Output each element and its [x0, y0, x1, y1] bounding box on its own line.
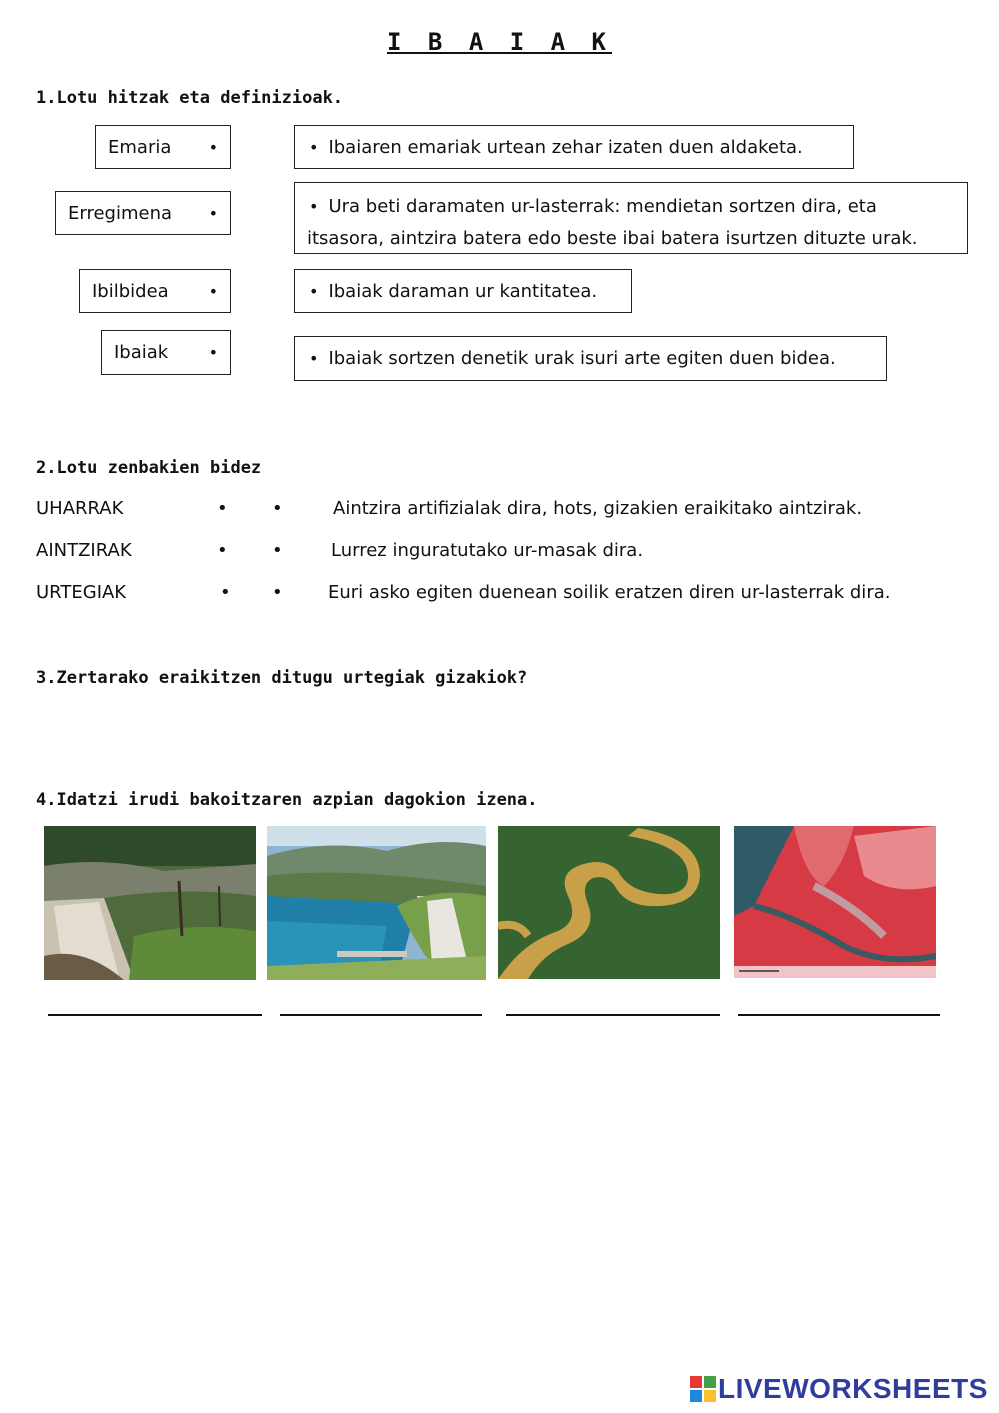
definition-text: Ura beti daramaten ur-lasterrak: mendietan sortzen dira, eta — [328, 196, 877, 217]
description-dot[interactable]: • — [272, 498, 283, 519]
term-dot[interactable]: • — [220, 582, 231, 603]
liveworksheets-logo — [690, 1373, 988, 1405]
word-label: Erregimena — [68, 202, 173, 224]
match-dot[interactable]: • — [309, 349, 319, 368]
definition-text: Ibaiak daraman ur kantitatea. — [328, 280, 598, 302]
word-label: Emaria — [108, 136, 172, 158]
match-dot[interactable]: • — [309, 281, 319, 301]
match-dot[interactable]: • — [208, 281, 218, 301]
word-box-ibaiak[interactable] — [101, 330, 231, 375]
logo-icon — [690, 1376, 716, 1402]
answer-line-2[interactable] — [280, 1014, 482, 1016]
match-dot[interactable]: • — [309, 197, 319, 216]
description-1: Aintzira artifizialak dira, hots, gizakien eraikitako aintzirak. — [333, 498, 863, 519]
description-dot[interactable]: • — [272, 540, 283, 561]
term-uharrak: UHARRAK — [36, 498, 124, 519]
definition-text: Ibaiaren emariak urtean zehar izaten duen aldaketa. — [328, 136, 803, 158]
answer-line-4[interactable] — [738, 1014, 940, 1016]
satellite-map-photo — [734, 826, 936, 978]
answer-line-1[interactable] — [48, 1014, 262, 1016]
waterfall-photo — [44, 826, 256, 980]
definition-box-3[interactable] — [294, 269, 632, 313]
page-title: I B A I A K — [387, 28, 612, 56]
section2-heading: 2.Lotu zenbakien bidez — [36, 458, 262, 478]
match-dot[interactable]: • — [208, 343, 218, 362]
definition-text-line2: itsasora, aintzira batera edo beste ibai batera isurtzen dituzte urak. — [307, 228, 918, 249]
answer-line-3[interactable] — [506, 1014, 720, 1016]
reservoir-dam-photo — [267, 826, 486, 980]
word-label: Ibilbidea — [92, 280, 169, 302]
definition-box-1[interactable] — [294, 125, 854, 169]
definition-box-4[interactable] — [294, 336, 887, 381]
description-2: Lurrez inguratutako ur-masak dira. — [331, 540, 644, 561]
section4-heading: 4.Idatzi irudi bakoitzaren azpian dagokion izena. — [36, 790, 538, 810]
section1-heading: 1.Lotu hitzak eta definizioak. — [36, 88, 344, 108]
term-urtegiak: URTEGIAK — [36, 582, 127, 603]
term-dot[interactable]: • — [217, 498, 228, 519]
definition-text: Ibaiak sortzen denetik urak isuri arte egiten duen bidea. — [328, 348, 836, 369]
description-dot[interactable]: • — [272, 582, 283, 603]
meandering-river-photo — [498, 826, 720, 979]
definition-box-2[interactable] — [294, 182, 968, 254]
match-dot[interactable]: • — [309, 137, 319, 157]
section3-heading: 3.Zertarako eraikitzen ditugu urtegiak gizakiok? — [36, 668, 528, 688]
match-dot[interactable]: • — [208, 203, 218, 223]
word-box-erregimena[interactable] — [55, 191, 231, 235]
match-dot[interactable]: • — [208, 137, 218, 157]
word-box-emaria[interactable] — [95, 125, 231, 169]
term-dot[interactable]: • — [217, 540, 228, 561]
term-aintzirak: AINTZIRAK — [36, 540, 132, 561]
logo-text: LIVEWORKSHEETS — [718, 1373, 988, 1404]
word-label: Ibaiak — [114, 342, 169, 363]
description-3: Euri asko egiten duenean soilik eratzen diren ur-lasterrak dira. — [328, 582, 891, 603]
word-box-ibilbidea[interactable] — [79, 269, 231, 313]
